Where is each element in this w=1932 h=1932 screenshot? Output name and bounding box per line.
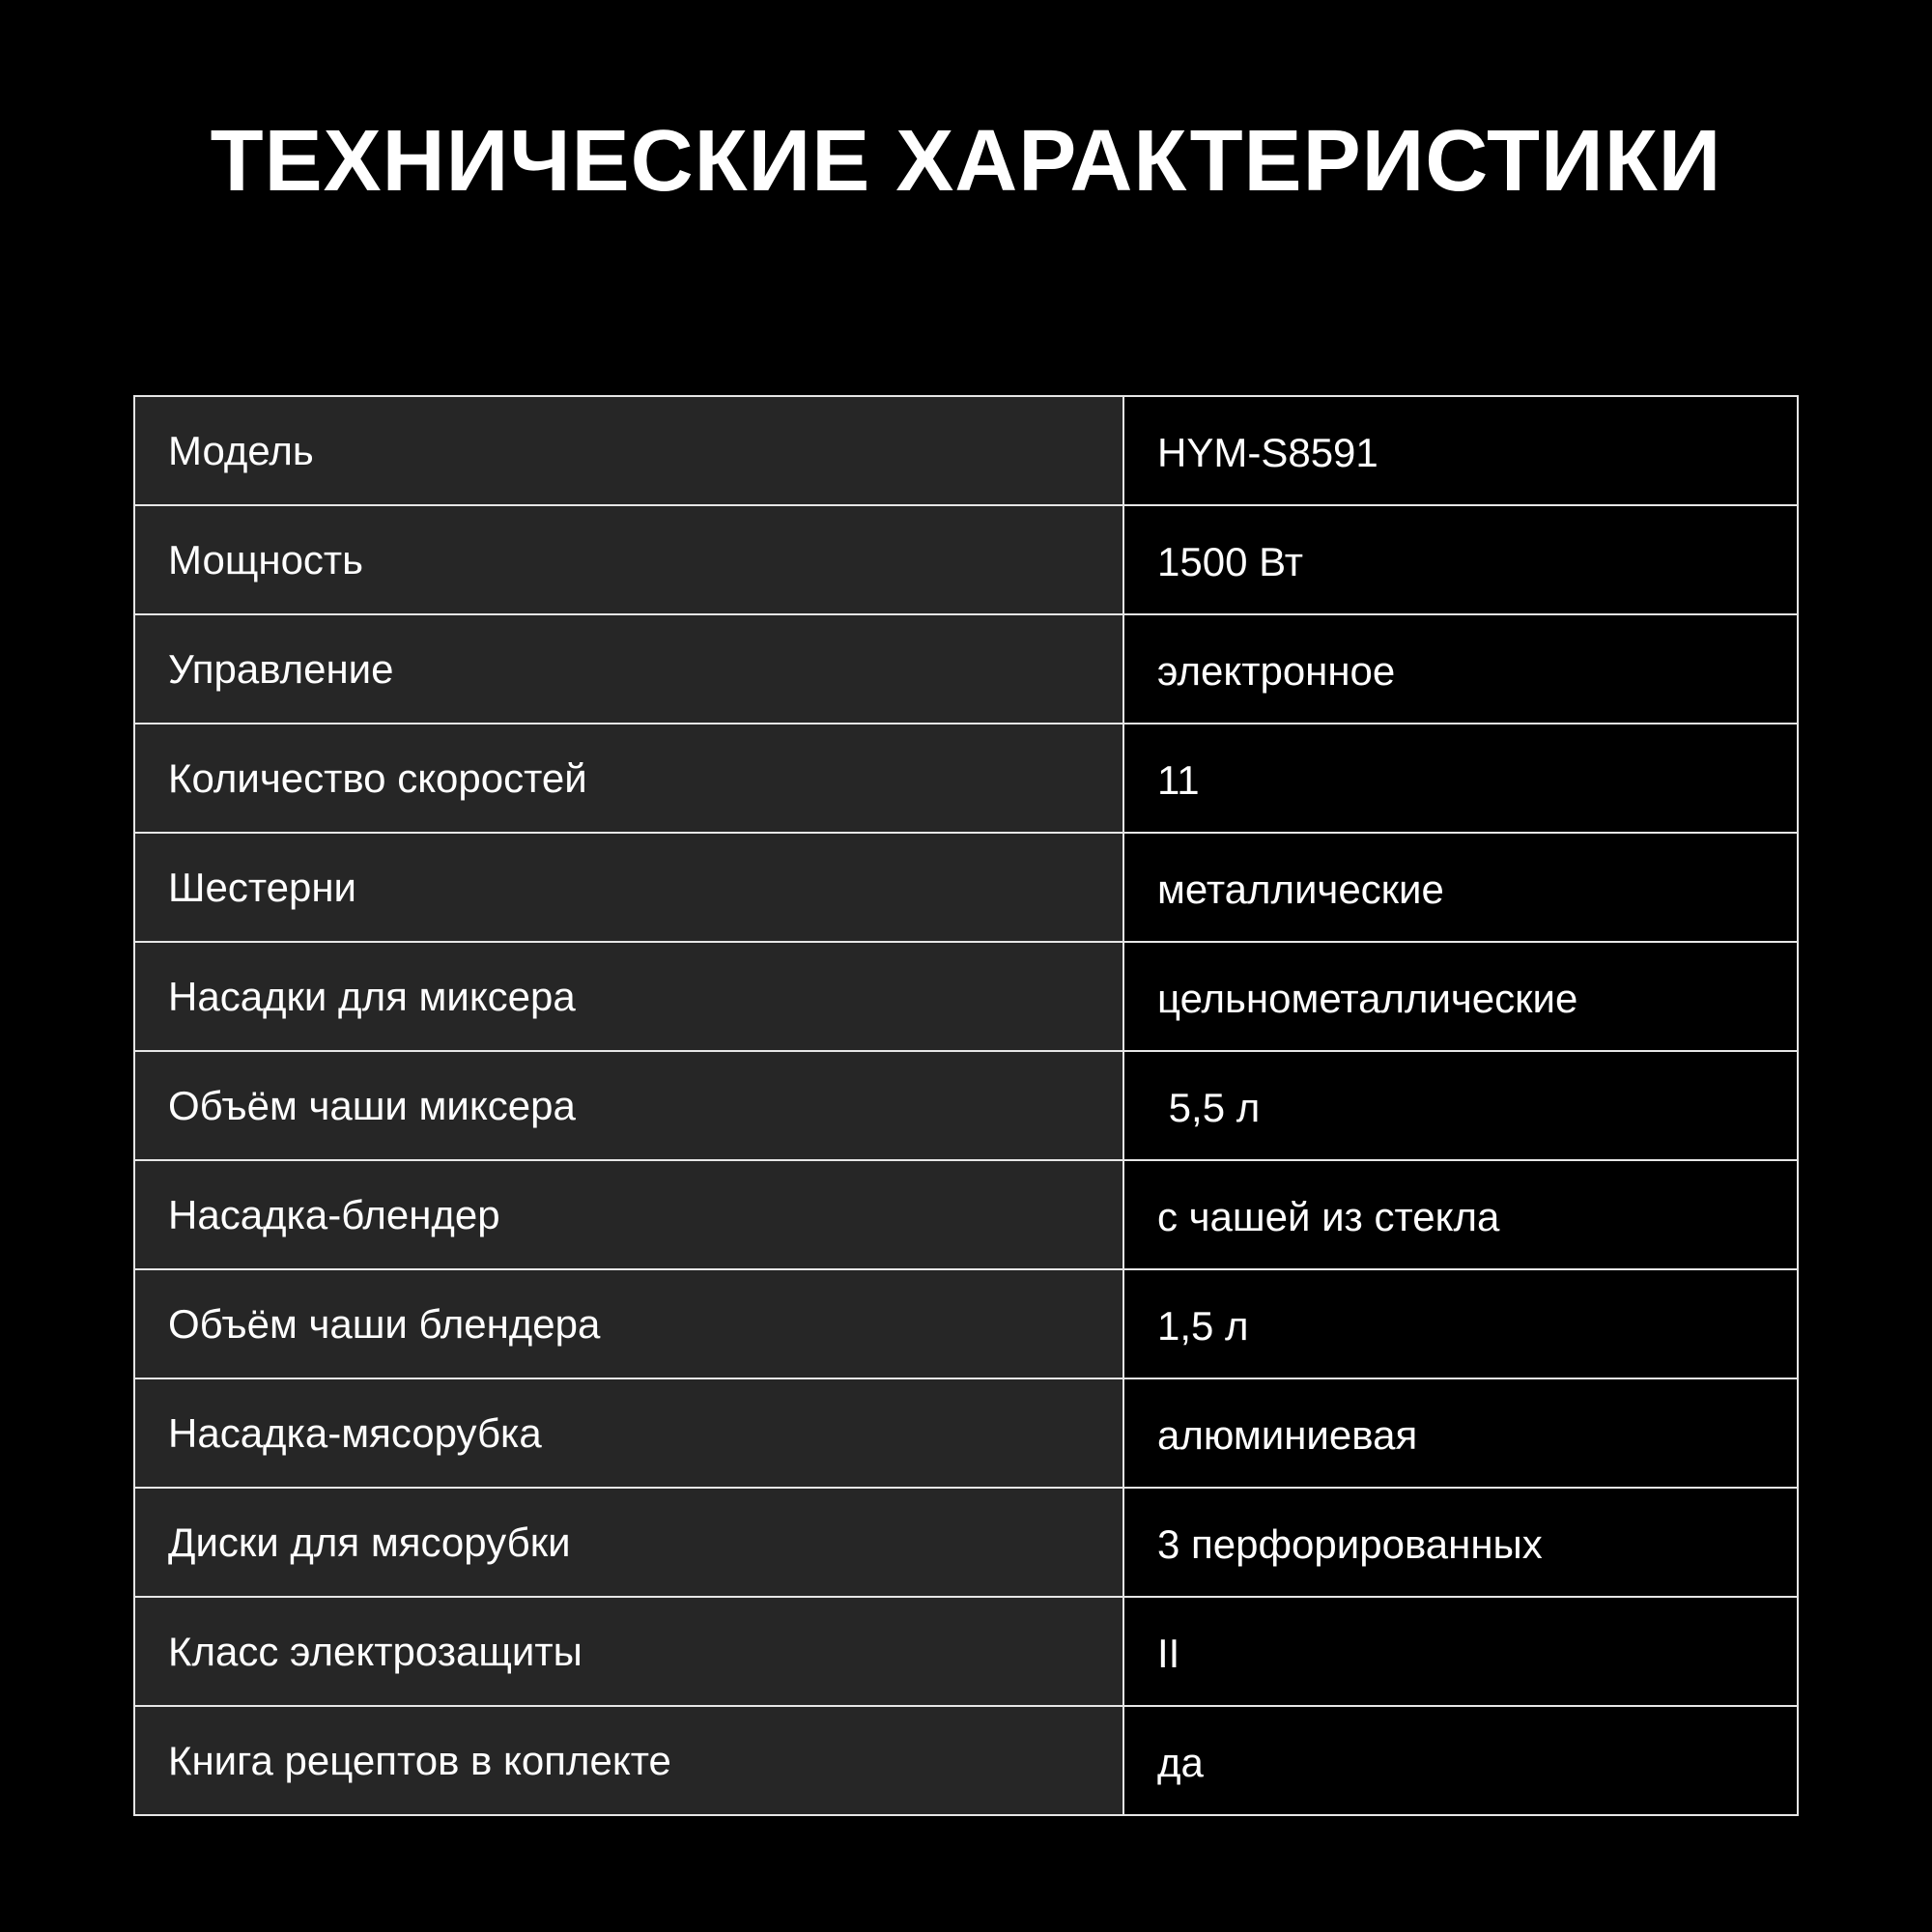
table-row	[134, 942, 1798, 1051]
spec-label-mixer-bowl-volume: Объём чаши миксера	[134, 1051, 1123, 1160]
spec-value-grinder-discs: 3 перфорированных	[1123, 1488, 1798, 1597]
spec-value-blender-bowl-volume: 1,5 л	[1123, 1269, 1798, 1378]
specifications-table-body	[134, 396, 1798, 1815]
spec-label-mixer-attachments: Насадки для миксера	[134, 942, 1123, 1051]
spec-label-speeds: Количество скоростей	[134, 724, 1123, 833]
table-row	[134, 1160, 1798, 1269]
table-row	[134, 1706, 1798, 1815]
spec-label-recipe-book: Книга рецептов в коплекте	[134, 1706, 1123, 1815]
spec-label-gears: Шестерни	[134, 833, 1123, 942]
table-row	[134, 1269, 1798, 1378]
spec-value-mixer-bowl-volume: 5,5 л	[1123, 1051, 1798, 1160]
spec-label-power: Мощность	[134, 505, 1123, 614]
table-row	[134, 505, 1798, 614]
spec-label-model: Модель	[134, 396, 1123, 505]
spec-label-blender-bowl-volume: Объём чаши блендера	[134, 1269, 1123, 1378]
table-row	[134, 724, 1798, 833]
table-row	[134, 1488, 1798, 1597]
specifications-table	[133, 395, 1799, 1816]
spec-value-power: 1500 Вт	[1123, 505, 1798, 614]
spec-value-speeds: 11	[1123, 724, 1798, 833]
page-title: ТЕХНИЧЕСКИЕ ХАРАКТЕРИСТИКИ	[210, 113, 1722, 210]
table-row	[134, 1051, 1798, 1160]
spec-value-protection-class: II	[1123, 1597, 1798, 1706]
spec-value-gears: металлические	[1123, 833, 1798, 942]
spec-label-blender-attachment: Насадка-блендер	[134, 1160, 1123, 1269]
spec-label-grinder-discs: Диски для мясорубки	[134, 1488, 1123, 1597]
spec-label-meat-grinder: Насадка-мясорубка	[134, 1378, 1123, 1488]
spec-label-protection-class: Класс электрозащиты	[134, 1597, 1123, 1706]
spec-value-recipe-book: да	[1123, 1706, 1798, 1815]
spec-value-control: электронное	[1123, 614, 1798, 724]
spec-label-control: Управление	[134, 614, 1123, 724]
spec-value-mixer-attachments: цельнометаллические	[1123, 942, 1798, 1051]
table-row	[134, 1597, 1798, 1706]
table-row	[134, 396, 1798, 505]
table-row	[134, 833, 1798, 942]
spec-value-blender-attachment: с чашей из стекла	[1123, 1160, 1798, 1269]
table-row	[134, 614, 1798, 724]
table-row	[134, 1378, 1798, 1488]
spec-value-meat-grinder: алюминиевая	[1123, 1378, 1798, 1488]
spec-value-model: HYM-S8591	[1123, 396, 1798, 505]
